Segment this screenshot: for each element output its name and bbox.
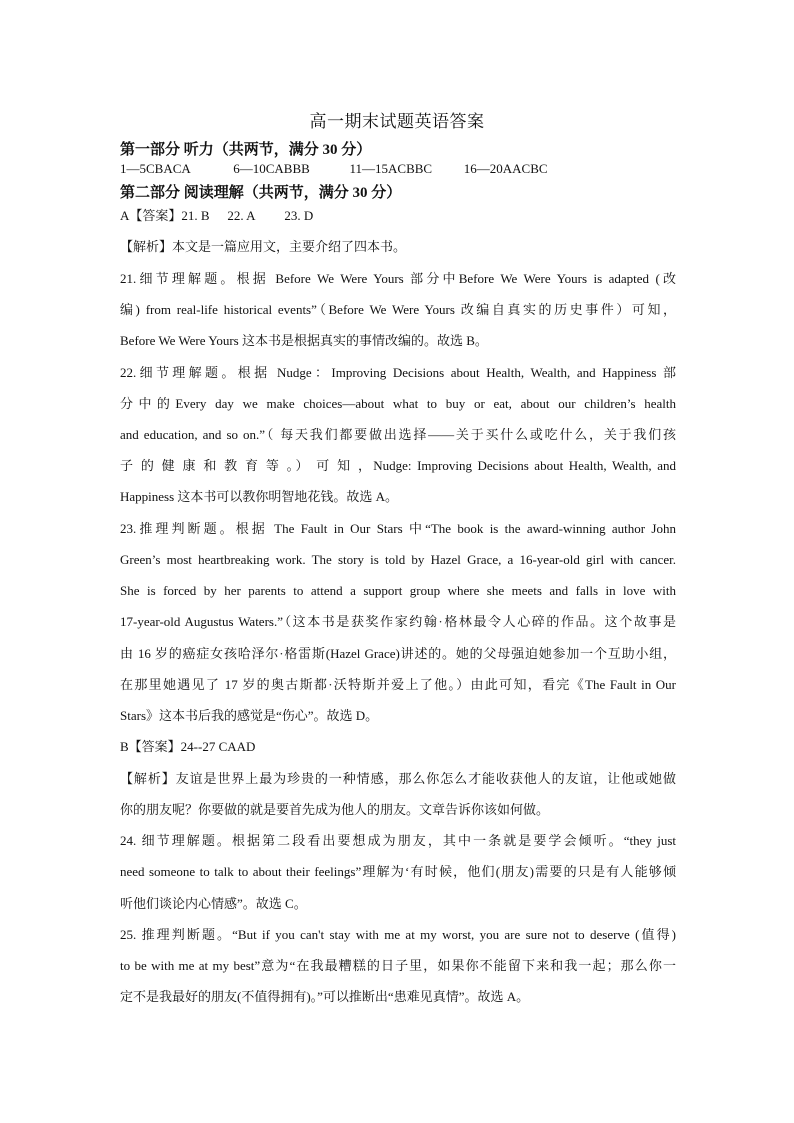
answer-23: 23. D xyxy=(284,208,314,223)
section-b-analysis-line: 【解析】友谊是世界上最为珍贵的一种情感，那么你怎么才能收获他人的友谊，让他或她做 xyxy=(120,771,676,786)
q22-text-line: 分中的Every day we make choices—about what to buy or eat, about our children’s health xyxy=(120,396,676,411)
answer-22: 22. A xyxy=(227,208,256,223)
part1-heading: 第一部分 听力（共两节，满分 30 分） xyxy=(120,142,372,158)
listening-answer-keys xyxy=(120,161,548,177)
q24-text-line: 听他们谈论内心情感”。故选 C。 xyxy=(120,896,307,911)
q23-text-line: 23.推理判断题。根据 The Fault in Our Stars 中“The book is the award-winning author John xyxy=(120,521,676,536)
section-a-answers xyxy=(120,207,676,225)
q23-text-line: 在那里她遇见了 17 岁的奥古斯都·沃特斯并爱上了他。）由此可知，看完《The Fault in Our xyxy=(120,677,676,692)
answer-21: 21. B xyxy=(181,208,210,223)
q22-text-line: 子 的 健 康 和 教 育 等 。） 可 知 ，Nudge: Improving Decisions about Health, Wealth, and xyxy=(120,458,676,473)
q25-text-line: 25. 推理判断题。“But if you can't stay with me at my worst, you are sure not to deserve (值得) xyxy=(120,927,676,942)
q23-text-line: Green’s most heartbreaking work. The story is told by Hazel Grace, a 16-year-old girl with cancer. xyxy=(120,552,676,567)
answer-key-1-5: 1—5CBACA xyxy=(120,161,191,176)
section-a-analysis: 【解析】本文是一篇应用文，主要介绍了四本书。 xyxy=(120,239,407,254)
q21-text-line: 编) from real-life historical events”（Before We Were Yours 改编自真实的历史事件）可知， xyxy=(120,302,676,317)
section-a-answer-label: A【答案】 xyxy=(120,208,182,223)
q24-text-line: 24. 细节理解题。根据第二段看出要想成为朋友，其中一条就是要学会倾听。“they just xyxy=(120,833,676,848)
answer-key-11-15: 11—15ACBBC xyxy=(349,161,433,176)
section-b-analysis-line: 你的朋友呢？你要做的就是要首先成为他人的朋友。文章告诉你该如何做。 xyxy=(120,802,550,817)
q22-text-line: Happiness 这本书可以教你明智地花钱。故选 A。 xyxy=(120,489,399,504)
q23-text-line: She is forced by her parents to attend a support group where she meets and falls in love with xyxy=(120,583,676,598)
q23-text-line: Stars》这本书后我的感觉是“伤心”。故选 D。 xyxy=(120,708,379,723)
page-title: 高一期末试题英语答案 xyxy=(309,112,485,131)
q22-text-line: and education, and so on.”（ 每天我们都要做出选择——关于买什么或吃什么，关于我们孩 xyxy=(120,427,676,442)
q25-text-line: to be with me at my best”意为“在我最糟糕的日子里，如果你不能留下来和我一起；那么你一 xyxy=(120,958,676,973)
section-b-answers: B【答案】24--27 CAAD xyxy=(120,739,256,754)
answer-key-6-10: 6—10CABBB xyxy=(233,161,310,176)
q22-text-line: 22.细节理解题。根据 Nudge：Improving Decisions about Health, Wealth, and Happiness 部 xyxy=(120,365,676,380)
q23-text-line: 17-year-old Augustus Waters.”（这本书是获奖作家约翰·格林最令人心碎的作品。这个故事是 xyxy=(120,614,676,629)
q25-text-line: 定不是我最好的朋友(不值得拥有)。”可以推断出“患难见真情”。故选 A。 xyxy=(120,989,530,1004)
part2-heading: 第二部分 阅读理解（共两节，满分 30 分） xyxy=(120,185,402,201)
q21-text-line: 21.细节理解题。根据 Before We Were Yours 部分中Before We Were Yours is adapted (改 xyxy=(120,271,676,286)
q21-text-line: Before We Were Yours 这本书是根据真实的事情改编的。故选 B。 xyxy=(120,333,488,348)
q23-text-line: 由 16 岁的癌症女孩哈泽尔·格雷斯(Hazel Grace)讲述的。她的父母强迫她参加一个互助小组， xyxy=(120,646,676,661)
answer-key-16-20: 16—20AACBC xyxy=(463,161,548,176)
q24-text-line: need someone to talk to about their feelings”理解为‘有时候，他们(朋友)需要的只是有人能够倾 xyxy=(120,864,676,879)
